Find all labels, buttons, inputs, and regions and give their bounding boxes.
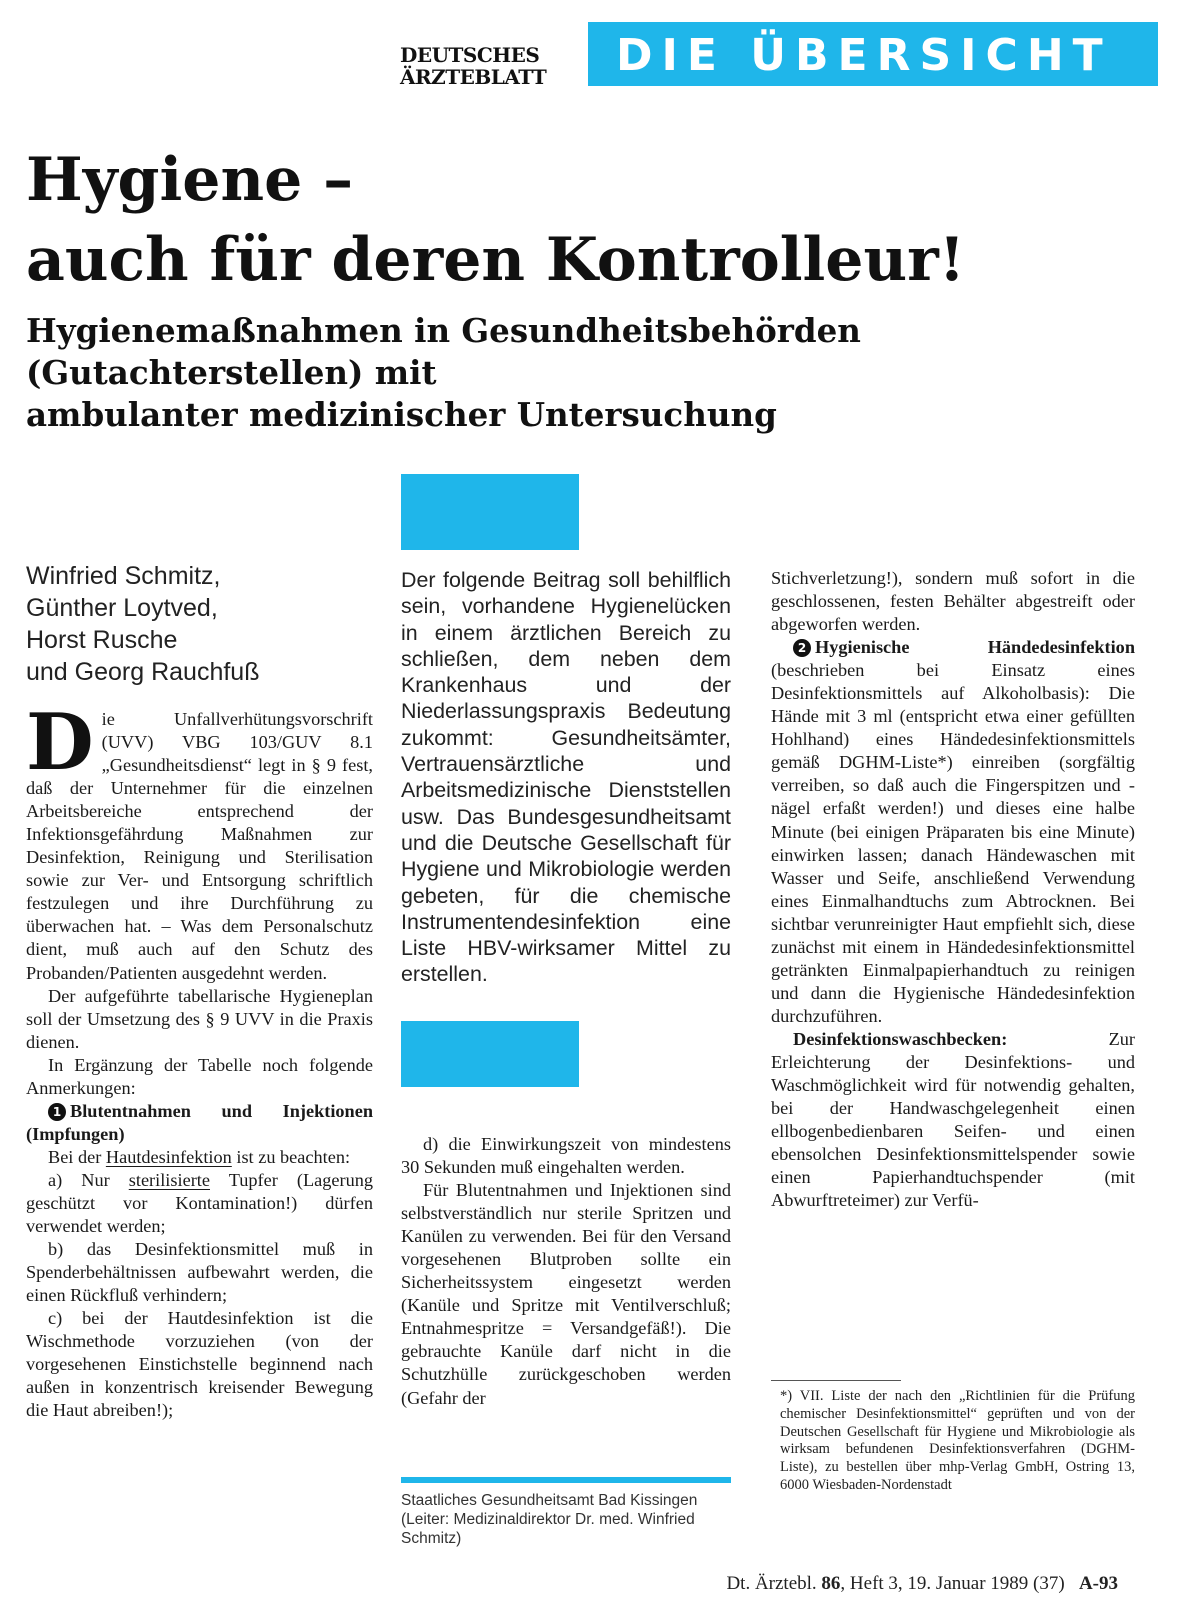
author-name: Horst Rusche (26, 626, 178, 654)
run-in-heading: Desinfektionswaschbecken: (793, 1028, 1008, 1049)
volume-number: 86 (821, 1573, 841, 1594)
text-run: Zur Erleichterung der Desinfektions- und Waschmöglichkeit wird für notwendig gehalten, bei der Handwaschgelegenheit einen ellbogenbedienbaren Seifen- und einen ebensolchen Desinfektionsmittelspender sowie einen Papierhandtuchspender (mit Abwurftreteimer) zur Verfü- (771, 1028, 1135, 1211)
lead-text: ie Unfallverhütungsvorschrift (UVV) VBG 103/GUV 8.1 „Gesundheitsdienst“ legt in § 9 fest, daß der Unternehmer für die einzelnen Arbeitsbereiche entsprechend der Infektionsgefährdung Maßnahmen zur Desinfektion, Reinigung und Sterilisation sowie zur Ver- und Entsorgung schriftlich festzulegen und ihre Durchführung zu überwachen hat. – Was dem Personalschutz dient, muß auch auf den Schutz des Probanden/Patienten ausgedehnt werden. (26, 709, 373, 983)
title-line1: Hygiene – (26, 145, 354, 215)
paragraph: Der aufgeführte tabellarische Hygieneplan soll der Umsetzung des § 9 UVV in die Praxis dienen. (26, 985, 373, 1052)
title-line2: auch für deren Kontrolleur! (26, 225, 966, 295)
list-item-b: b) das Desinfektionsmittel muß in Spenderbehältnissen aufbewahrt werden, die einen Rückfluß verhindern; (26, 1239, 373, 1306)
paragraph: Für Blutentnahmen und Injektionen sind selbstverständlich nur sterile Spritzen und Kanülen zu verwenden. Bei für den Versand vorgesehenen Blutproben sollte ein Sicherheitssystem eingesetzt werden (Kanüle und Spritze mit Ventilverschluß; Entnahmespritze = Versandgefäß!). Die gebrauchte Kanüle darf nicht in die Schutzhülle zurückgeschoben werden (Gefahr der (401, 1180, 731, 1408)
column-1 (26, 697, 373, 1422)
page-footer (640, 1573, 1118, 1595)
drop-cap: D (26, 697, 94, 788)
text-run: ist zu beachten: (231, 1146, 351, 1167)
footnote-rule (771, 1380, 901, 1381)
list-item-d: d) die Einwirkungszeit von mindestens 30 Sekunden muß eingehalten werden. (401, 1134, 731, 1178)
author-name: und Georg Rauchfuß (26, 658, 260, 686)
journal-masthead (400, 44, 575, 88)
heading-text: Blutentnahmen und Injektionen (Impfungen) (26, 1100, 373, 1144)
article-title (26, 140, 965, 300)
subtitle-line1: Hygienemaßnahmen in Gesundheitsbehörden (26, 311, 861, 350)
heading-text: Hygienische Händedesinfektion (815, 637, 1135, 658)
author-name: Günther Loytved, (26, 594, 218, 622)
column-2-intro (401, 567, 731, 988)
underlined-term: sterilisierte (128, 1169, 210, 1190)
number-badge-1: 1 (48, 1103, 66, 1121)
column-2-body (401, 1133, 731, 1410)
subtitle-line2: (Gutachterstellen) mit (26, 353, 437, 392)
text-run: (beschrieben bei Einsatz eines Desinfektionsmittels auf Alkoholbasis): Die Hände mit 3 ml (entspricht etwa einer gefüllten Hohlhand) eines Händedesinfektionsmittels gemäß DGHM-Liste*) einreiben (sorgfältig verreiben, so daß auch die Fingerspitzen und -nägel erfaßt werden!) und dieses eine halbe Minute (bei einigen Präparaten bis eine Minute) einwirken lassen; danach Händewaschen mit Wasser und Seife, anschließend Verwendung eines Einmalhandtuchs zum Abtrocknen. Bei sichtbar verunreinigter Haut empfiehlt sich, diese zunächst mit einem in Händedesinfektionsmittel getränkten Einmalpapierhandtuch zu reinigen und dann die Hygienische Händedesinfektion durchzuführen. (771, 660, 1135, 1026)
subtitle-line3: ambulanter medizinischer Untersuchung (26, 395, 777, 434)
section-banner (588, 22, 1158, 86)
paragraph: In Ergänzung der Tabelle noch folgende Anmerkungen: (26, 1054, 373, 1098)
section-heading-1 (26, 1100, 373, 1146)
section-heading-2 (771, 636, 1135, 1028)
masthead-line2: ÄRZTEBLATT (400, 65, 547, 89)
paragraph: Stichverletzung!), sondern muß sofort in die geschlossenen, festen Behälter abgestreift oder abgeworfen werden. (771, 568, 1135, 635)
list-item-a (26, 1169, 373, 1238)
paragraph (771, 1028, 1135, 1212)
text-run: Tupfer (Lagerung geschützt vor Kontamination!) dürfen verwendet werden; (26, 1169, 373, 1237)
text-run: a) Nur (48, 1169, 129, 1190)
decorative-blue-box-middle (401, 1021, 579, 1087)
journal-citation: Dt. Ärztebl. (726, 1573, 822, 1594)
column-3 (771, 567, 1135, 1212)
affiliation-rule (401, 1477, 731, 1483)
page-number: A-93 (1078, 1573, 1118, 1594)
author-name: Winfried Schmitz, (26, 562, 221, 590)
underlined-term: Hautdesinfektion (105, 1146, 232, 1167)
list-item-c: c) bei der Hautdesinfektion ist die Wischmethode vorzuziehen (von der vorgesehenen Einstichstelle beginnend nach außen in konzentrisch kreisender Bewegung die Haut abreiben!); (26, 1308, 373, 1421)
author-affiliation: Staatliches Gesundheitsamt Bad Kissingen (Leiter: Medizinaldirektor Dr. med. Winfried Schmitz) (401, 1492, 698, 1547)
paragraph (26, 1146, 373, 1169)
text-run: Bei der (48, 1146, 106, 1167)
footnote: *) VII. Liste der nach den „Richtlinien für die Prüfung chemischer Desinfektionsmittel“ geprüften und von der Deutschen Gesellschaft für Hygiene und Mikrobiologie als wirksam befundenen Desinfektionsverfahren (DGHM-Liste), zu bestellen über mhp-Verlag GmbH, Ostring 13, 6000 Wiesbaden-Nordenstadt (780, 1388, 1135, 1493)
decorative-blue-box-top (401, 474, 579, 550)
author-list (26, 560, 386, 688)
lead-paragraph (26, 697, 373, 985)
section-banner-label: DIE ÜBERSICHT (616, 30, 1112, 81)
masthead-line1: DEUTSCHES (400, 43, 540, 67)
article-subtitle (26, 310, 861, 436)
issue-date: , Heft 3, 19. Januar 1989 (37) (840, 1573, 1065, 1594)
number-badge-2: 2 (793, 639, 811, 657)
intro-paragraph: Der folgende Beitrag soll behilflich sein, vorhandene Hygienelücken in einem ärztlichen Bereich zu schließen, dem neben dem Krankenhaus und der Niederlassungspraxis Bedeutung zukommt: Gesundheitsämter, Vertrauensärztliche und Arbeitsmedizinische Dienststellen usw. Das Bundesgesundheitsamt und die Deutsche Gesellschaft für Hygiene und Mikrobiologie werden gebeten, für die chemische Instrumentendesinfektion eine Liste HBV-wirksamer Mittel zu erstellen. (401, 568, 731, 987)
